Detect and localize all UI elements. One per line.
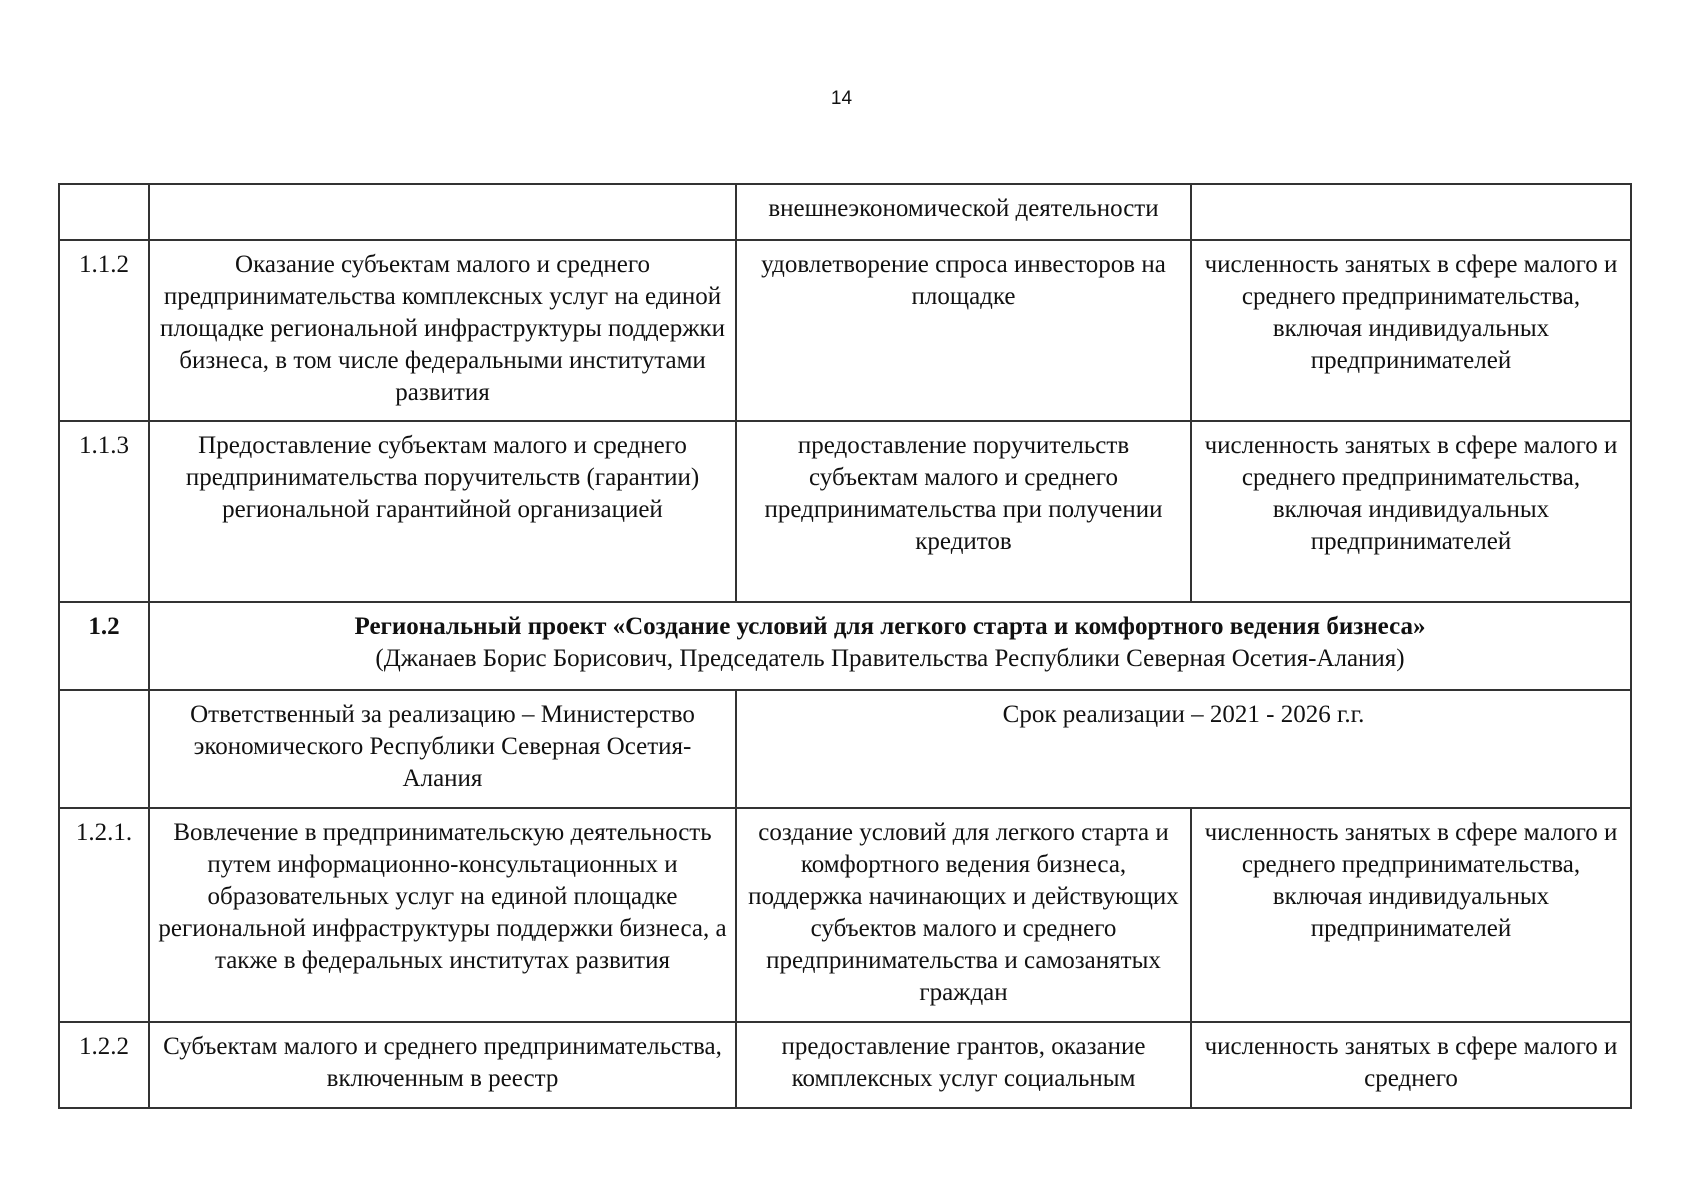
row-number [59, 184, 149, 240]
measure-cell: Предоставление субъектам малого и среднего предпринимательства поручительств (гарантии) региональной гарантийной организацией [149, 421, 736, 602]
measure-cell: Оказание субъектам малого и среднего предпринимательства комплексных услуг на единой площадке региональной инфраструктуры поддержки бизнеса, в том числе федеральными институтами развития [149, 240, 736, 421]
table-row [59, 808, 1631, 1022]
indicator-cell: численность занятых в сфере малого и среднего предпринимательства, включая индивидуальных предпринимателей [1191, 808, 1631, 1022]
period-cell: Срок реализации – 2021 - 2026 г.г. [736, 690, 1631, 808]
result-cell: внешнеэкономической деятельности [736, 184, 1191, 240]
row-number: 1.1.2 [59, 240, 149, 421]
row-number: 1.2.2 [59, 1022, 149, 1108]
indicator-cell: численность занятых в сфере малого и среднего [1191, 1022, 1631, 1108]
project-title: Региональный проект «Создание условий для легкого старта и комфортного ведения бизнеса» [354, 613, 1426, 640]
result-cell: предоставление грантов, оказание комплексных услуг социальным [736, 1022, 1191, 1108]
measure-cell: Субъектам малого и среднего предпринимательства, включенным в реестр [149, 1022, 736, 1108]
measure-cell: Вовлечение в предпринимательскую деятельность путем информационно-консультационных и образовательных услуг на единой площадке региональной инфраструктуры поддержки бизнеса, а также в федеральных институтах развития [149, 808, 736, 1022]
page-number: 14 [830, 88, 853, 109]
indicator-cell [1191, 184, 1631, 240]
project-row [59, 602, 1631, 690]
project-details-row [59, 690, 1631, 808]
project-number: 1.2 [59, 602, 149, 690]
result-cell: предоставление поручительств субъектам малого и среднего предпринимательства при получении кредитов [736, 421, 1191, 602]
responsible-cell: Ответственный за реализацию – Министерство экономического Республики Северная Осетия-Алания [149, 690, 736, 808]
table-row [59, 421, 1631, 602]
empty-cell [59, 690, 149, 808]
table-row [59, 1022, 1631, 1108]
program-table [58, 183, 1632, 1109]
table-row [59, 184, 1631, 240]
measure-cell [149, 184, 736, 240]
row-number: 1.1.3 [59, 421, 149, 602]
indicator-cell: численность занятых в сфере малого и среднего предпринимательства, включая индивидуальных предпринимателей [1191, 240, 1631, 421]
row-number: 1.2.1. [59, 808, 149, 1022]
result-cell: создание условий для легкого старта и комфортного ведения бизнеса, поддержка начинающих и действующих субъектов малого и среднего предпринимательства и самозанятых граждан [736, 808, 1191, 1022]
project-person: (Джанаев Борис Борисович, Председатель Правительства Республики Северная Осетия-Алания) [375, 645, 1405, 672]
indicator-cell: численность занятых в сфере малого и среднего предпринимательства, включая индивидуальных предпринимателей [1191, 421, 1631, 602]
result-cell: удовлетворение спроса инвесторов на площадке [736, 240, 1191, 421]
table-row [59, 240, 1631, 421]
project-header [149, 602, 1631, 690]
